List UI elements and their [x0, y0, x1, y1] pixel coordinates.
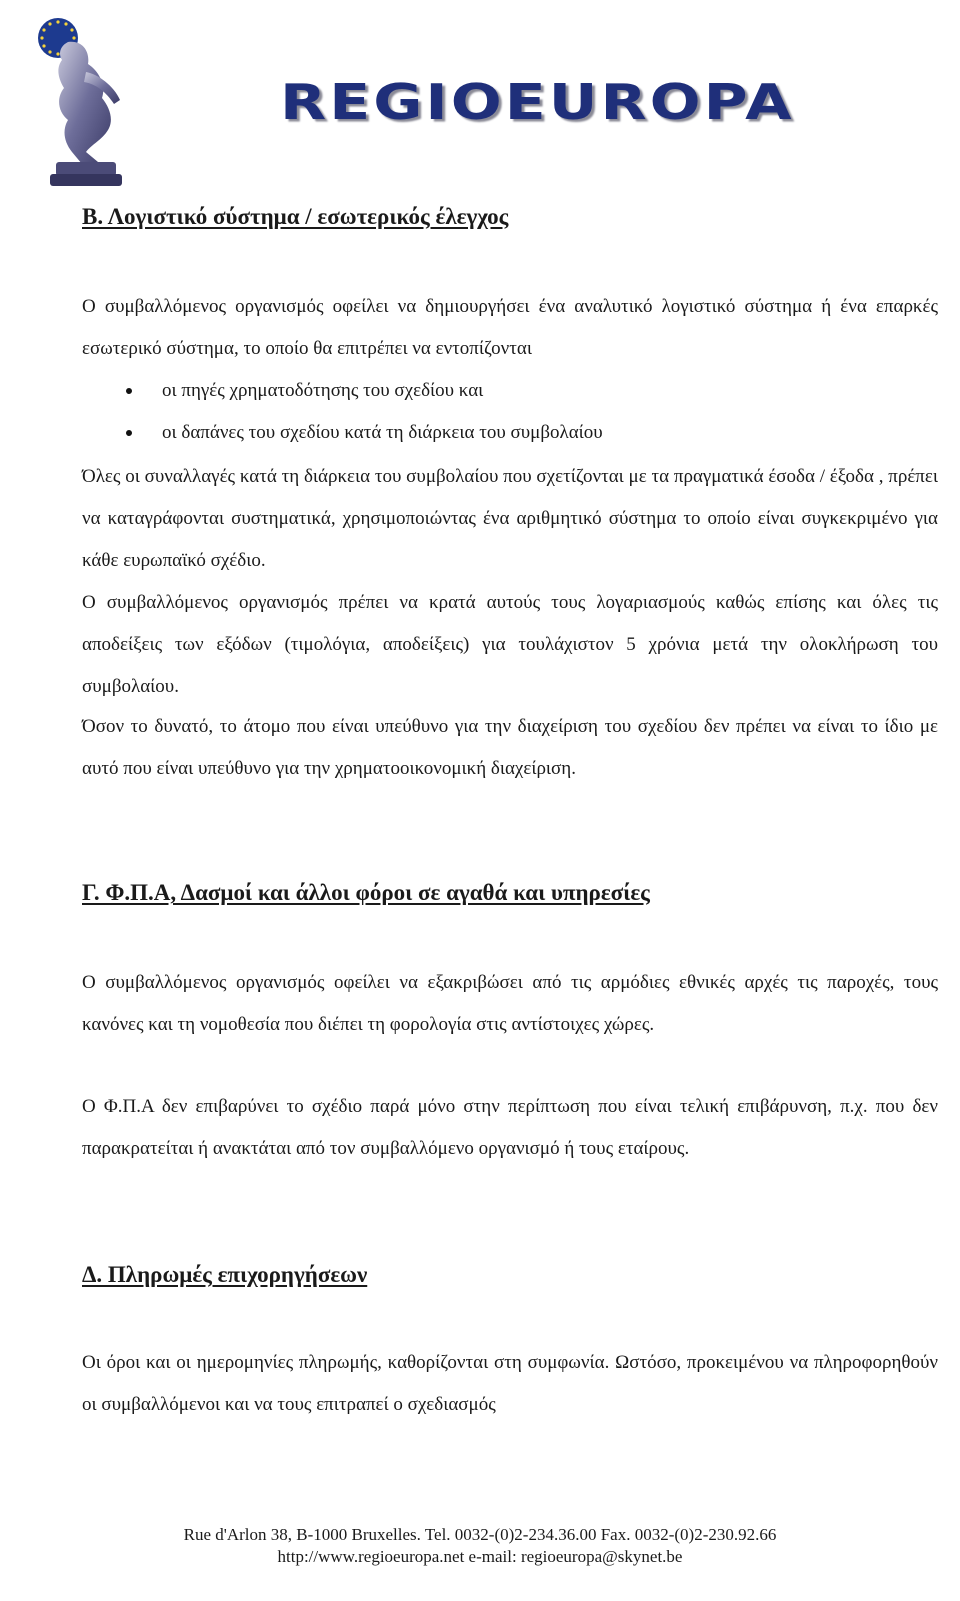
section-g-paragraph-1: Ο συμβαλλόμενος οργανισμός οφείλει να εξακριβώσει από τις αρμόδιες εθνικές αρχές τις παροχές, τους κανόνες και τη νομοθεσία που διέπει τη φορολογία στις αντίστοιχες χώρες.	[82, 972, 938, 1035]
footer-contact: http://www.regioeuropa.net e-mail: regioeuropa@skynet.be	[277, 1547, 683, 1566]
letterhead	[0, 0, 960, 200]
list-item: οι πηγές χρηματοδότησης του σχεδίου και	[82, 370, 938, 412]
brand-logo-text: REGIOEUROPA	[280, 74, 795, 132]
list-item: οι δαπάνες του σχεδίου κατά τη διάρκεια του συμβολαίου	[82, 412, 938, 454]
section-b-paragraph-2: Όλες οι συναλλαγές κατά τη διάρκεια του συμβολαίου που σχετίζονται με τα πραγματικά έσοδα / έξοδα , πρέπει να καταγράφονται συστηματικά, χρησιμοποιώντας ένα αριθμητικό σύστημα το οποίο είναι συγκεκριμένο για κάθε ευρωπαϊκό σχέδιο.	[82, 466, 938, 571]
section-b-paragraph-3: Ο συμβαλλόμενος οργανισμός πρέπει να κρατά αυτούς τους λογαριασμούς καθώς επίσης και όλες τις αποδείξεις των εξόδων (τιμολόγια, αποδείξεις) για τουλάχιστον 5 χρόνια μετά την ολοκλήρωση του συμβολαίου.	[82, 592, 938, 697]
section-d-heading: Δ. Πληρωμές επιχορηγήσεων	[82, 1262, 368, 1287]
section-g-paragraph-2: Ο Φ.Π.Α δεν επιβαρύνει το σχέδιο παρά μόνο στην περίπτωση που είναι τελική επιβάρυνση, π.χ. που δεν παρακρατείται ή ανακτάται από τον συμβαλλόμενο οργανισμό ή τους εταίρους.	[82, 1096, 938, 1159]
footer-address: Rue d'Arlon 38, B-1000 Bruxelles. Tel. 0032-(0)2-234.36.00 Fax. 0032-(0)2-230.92.66	[183, 1525, 777, 1544]
section-b-paragraph-4: Όσον το δυνατό, το άτομο που είναι υπεύθυνο για την διαχείριση του σχεδίου δεν πρέπει να είναι το ίδιο με αυτό που είναι υπεύθυνο για την χρηματοοικονομική διαχείριση.	[82, 716, 938, 779]
section-b-paragraph-1: Ο συμβαλλόμενος οργανισμός οφείλει να δημιουργήσει ένα αναλυτικό λογιστικό σύστημα ή ένα επαρκές εσωτερικό σύστημα, το οποίο θα επιτρέπει να εντοπίζονται	[82, 296, 938, 359]
section-b-heading: Β. Λογιστικό σύστημα / εσωτερικός έλεγχος	[82, 204, 509, 229]
section-d-paragraph-1: Οι όροι και οι ημερομηνίες πληρωμής, καθορίζονται στη συμφωνία. Ωστόσο, προκειμένου να πληροφορηθούν οι συμβαλλόμενοι και να τους επιτραπεί ο σχεδιασμός	[82, 1352, 938, 1415]
section-g-heading: Γ. Φ.Π.Α, Δασμοί και άλλοι φόροι σε αγαθά και υπηρεσίες	[82, 880, 650, 905]
discobolus-statue-with-eu-stars-icon	[28, 12, 138, 192]
section-b-bullet-list	[82, 370, 938, 454]
